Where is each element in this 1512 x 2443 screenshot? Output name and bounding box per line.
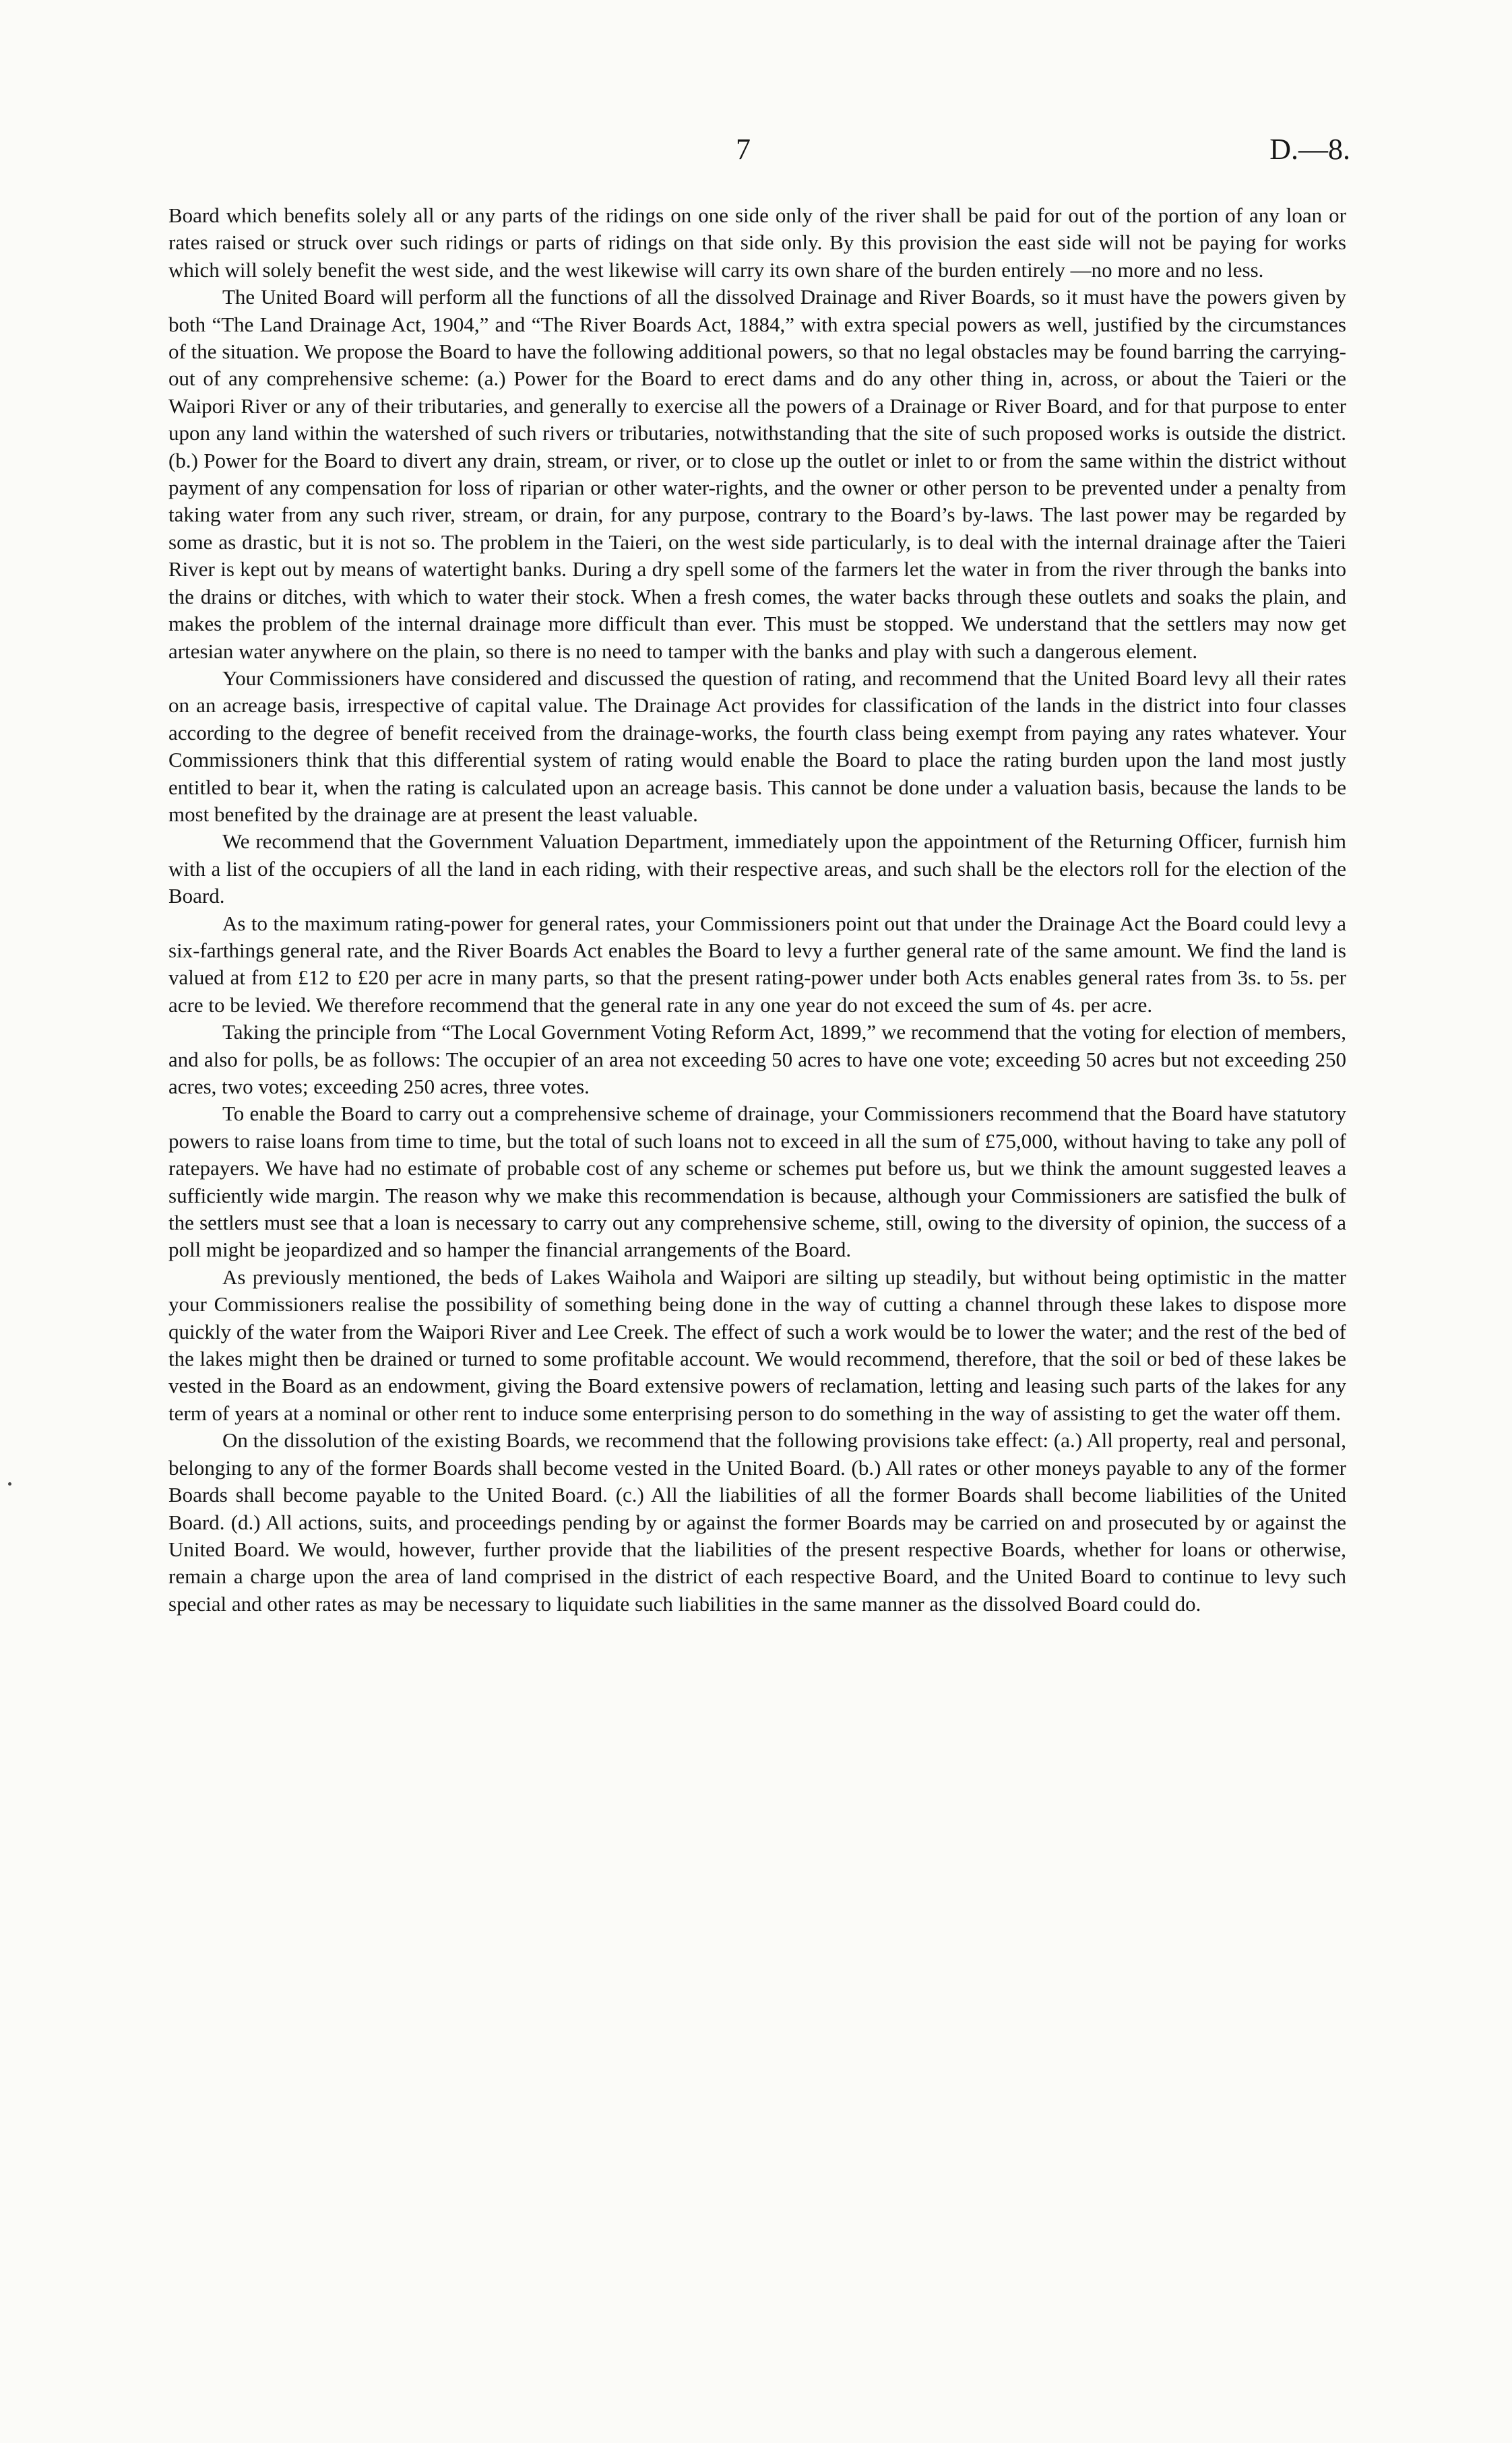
document-reference: D.—8.: [1269, 133, 1350, 166]
paragraph-4: We recommend that the Government Valuation Department, immediately upon the appointment of the Returning Officer, furnish him with a list of the occupiers of all the land in each riding, with their respective areas, and such shall be the electors roll for the election of the Board.: [168, 829, 1346, 908]
paragraph-2: The United Board will perform all the functions of all the dissolved Drainage and River Boards, so it must have the powers given by both “The Land Drainage Act, 1904,” and “The River Boards Act, 1884,” with extra special powers as well, justified by the circumstances of the situation. We propose the Board to have the following additional powers, so that no legal obstacles may be found barring the carrying-out of any comprehensive scheme: (a.) Power for the Board to erect dams and do any other thing in, across, or about the Taieri or the Waipori River or any of their tributaries, and generally to exercise all the powers of a Drainage or River Board, and for that purpose to enter upon any land within the watershed of such rivers or tributaries, notwithstanding that the site of such proposed works is outside the district. (b.) Power for the Board to divert any drain, stream, or river, or to close up the outlet or inlet to or from the same within the district without payment of any compensation for loss of riparian or other water-rights, and the owner or other person to be prevented under a penalty from taking water from any such river, stream, or drain, for any purpose, contrary to the Board’s by-laws. The last power may be regarded by some as drastic, but it is not so. The problem in the Taieri, on the west side particularly, is to deal with the internal drainage after the Taieri River is kept out by means of watertight banks. During a dry spell some of the farmers let the water in from the river through the banks into the drains or ditches, with which to water their stock. When a fresh comes, the water backs through these outlets and soaks the plain, and makes the problem of the internal drainage more difficult than ever. This must be stopped. We understand that the settlers may now get artesian water anywhere on the plain, so there is no need to tamper with the banks and play with such a dangerous element.: [168, 285, 1346, 663]
paragraph-8: As previously mentioned, the beds of Lakes Waihola and Waipori are silting up steadily, but without being optimistic in the matter your Commissioners realise the possibility of something being done in the way of cutting a channel through these lakes to dispose more quickly of the water from the Waipori River and Lee Creek. The effect of such a work would be to lower the water; and the rest of the bed of the lakes might then be drained or turned to some profitable account. We would recommend, therefore, that the soil or bed of these lakes be vested in the Board as an endowment, giving the Board extensive powers of reclamation, letting and leasing such parts of the lakes for any term of years at a nominal or other rent to induce some enterprising person to do something in the way of assisting to get the water off them.: [168, 1265, 1346, 1425]
paragraph-1: Board which benefits solely all or any parts of the ridings on one side only of the river shall be paid for out of the portion of any loan or rates raised or struck over such ridings or parts of ridings on that side only. By this provision the east side will not be paying for works which will solely benefit the west side, and the west likewise will carry its own share of the burden entirely —no more and no less.: [168, 203, 1346, 282]
paragraph-5: As to the maximum rating-power for general rates, your Commissioners point out that under the Drainage Act the Board could levy a six-farthings general rate, and the River Boards Act enables the Board to levy a further general rate of the same amount. We find the land is valued at from £12 to £20 per acre in many parts, so that the present rating-power under both Acts enables general rates from 3s. to 5s. per acre to be levied. We therefore recommend that the general rate in any one year do not exceed the sum of 4s. per acre.: [168, 911, 1346, 1017]
paragraph-7: To enable the Board to carry out a comprehensive scheme of drainage, your Commissioners recommend that the Board have statutory powers to raise loans from time to time, but the total of such loans not to exceed in all the sum of £75,000, without having to take any poll of ratepayers. We have had no estimate of probable cost of any scheme or schemes put before us, but we think the amount suggested leaves a sufficiently wide margin. The reason why we make this recommendation is because, although your Commissioners are satisfied the bulk of the settlers must see that a loan is necessary to carry out any comprehensive scheme, still, owing to the diversity of opinion, the success of a poll might be jeopardized and so hamper the financial arrangements of the Board.: [168, 1102, 1346, 1262]
report-body: [168, 202, 1346, 1618]
paragraph-6: Taking the principle from “The Local Government Voting Reform Act, 1899,” we recommend that the voting for election of members, and also for polls, be as follows: The occupier of an area not exceeding 50 acres to have one vote; exceeding 50 acres but not exceeding 250 acres, two votes; exceeding 250 acres, three votes.: [168, 1020, 1346, 1098]
page-header: [0, 129, 1512, 170]
paragraph-3: Your Commissioners have considered and discussed the question of rating, and recommend that the United Board levy all their rates on an acreage basis, irrespective of capital value. The Drainage Act provides for classification of the lands in the district into four classes according to the degree of benefit received from the drainage-works, the fourth class being exempt from paying any rates whatever. Your Commissioners think that this differential system of rating would enable the Board to place the rating burden upon the land most justly entitled to bear it, when the rating is calculated upon an acreage basis. This cannot be done under a valuation basis, because the lands to be most benefited by the drainage are at present the least valuable.: [168, 666, 1346, 826]
page-number: 7: [736, 133, 751, 166]
margin-speck: [8, 1482, 11, 1486]
paragraph-9: On the dissolution of the existing Boards, we recommend that the following provisions take effect: (a.) All property, real and personal, belonging to any of the former Boards shall become vested in the United Board. (b.) All rates or other moneys payable to any of the former Boards shall become payable to the United Board. (c.) All the liabilities of all the former Boards shall become liabilities of the United Board. (d.) All actions, suits, and proceedings pending by or against the former Boards may be carried on and prosecuted by or against the United Board. We would, however, further provide that the liabilities of the present respective Boards, whether for loans or otherwise, remain a charge upon the area of land comprised in the district of each respective Board, and the United Board to continue to levy such special and other rates as may be necessary to liquidate such liabilities in the same manner as the dissolved Board could do.: [168, 1428, 1346, 1616]
